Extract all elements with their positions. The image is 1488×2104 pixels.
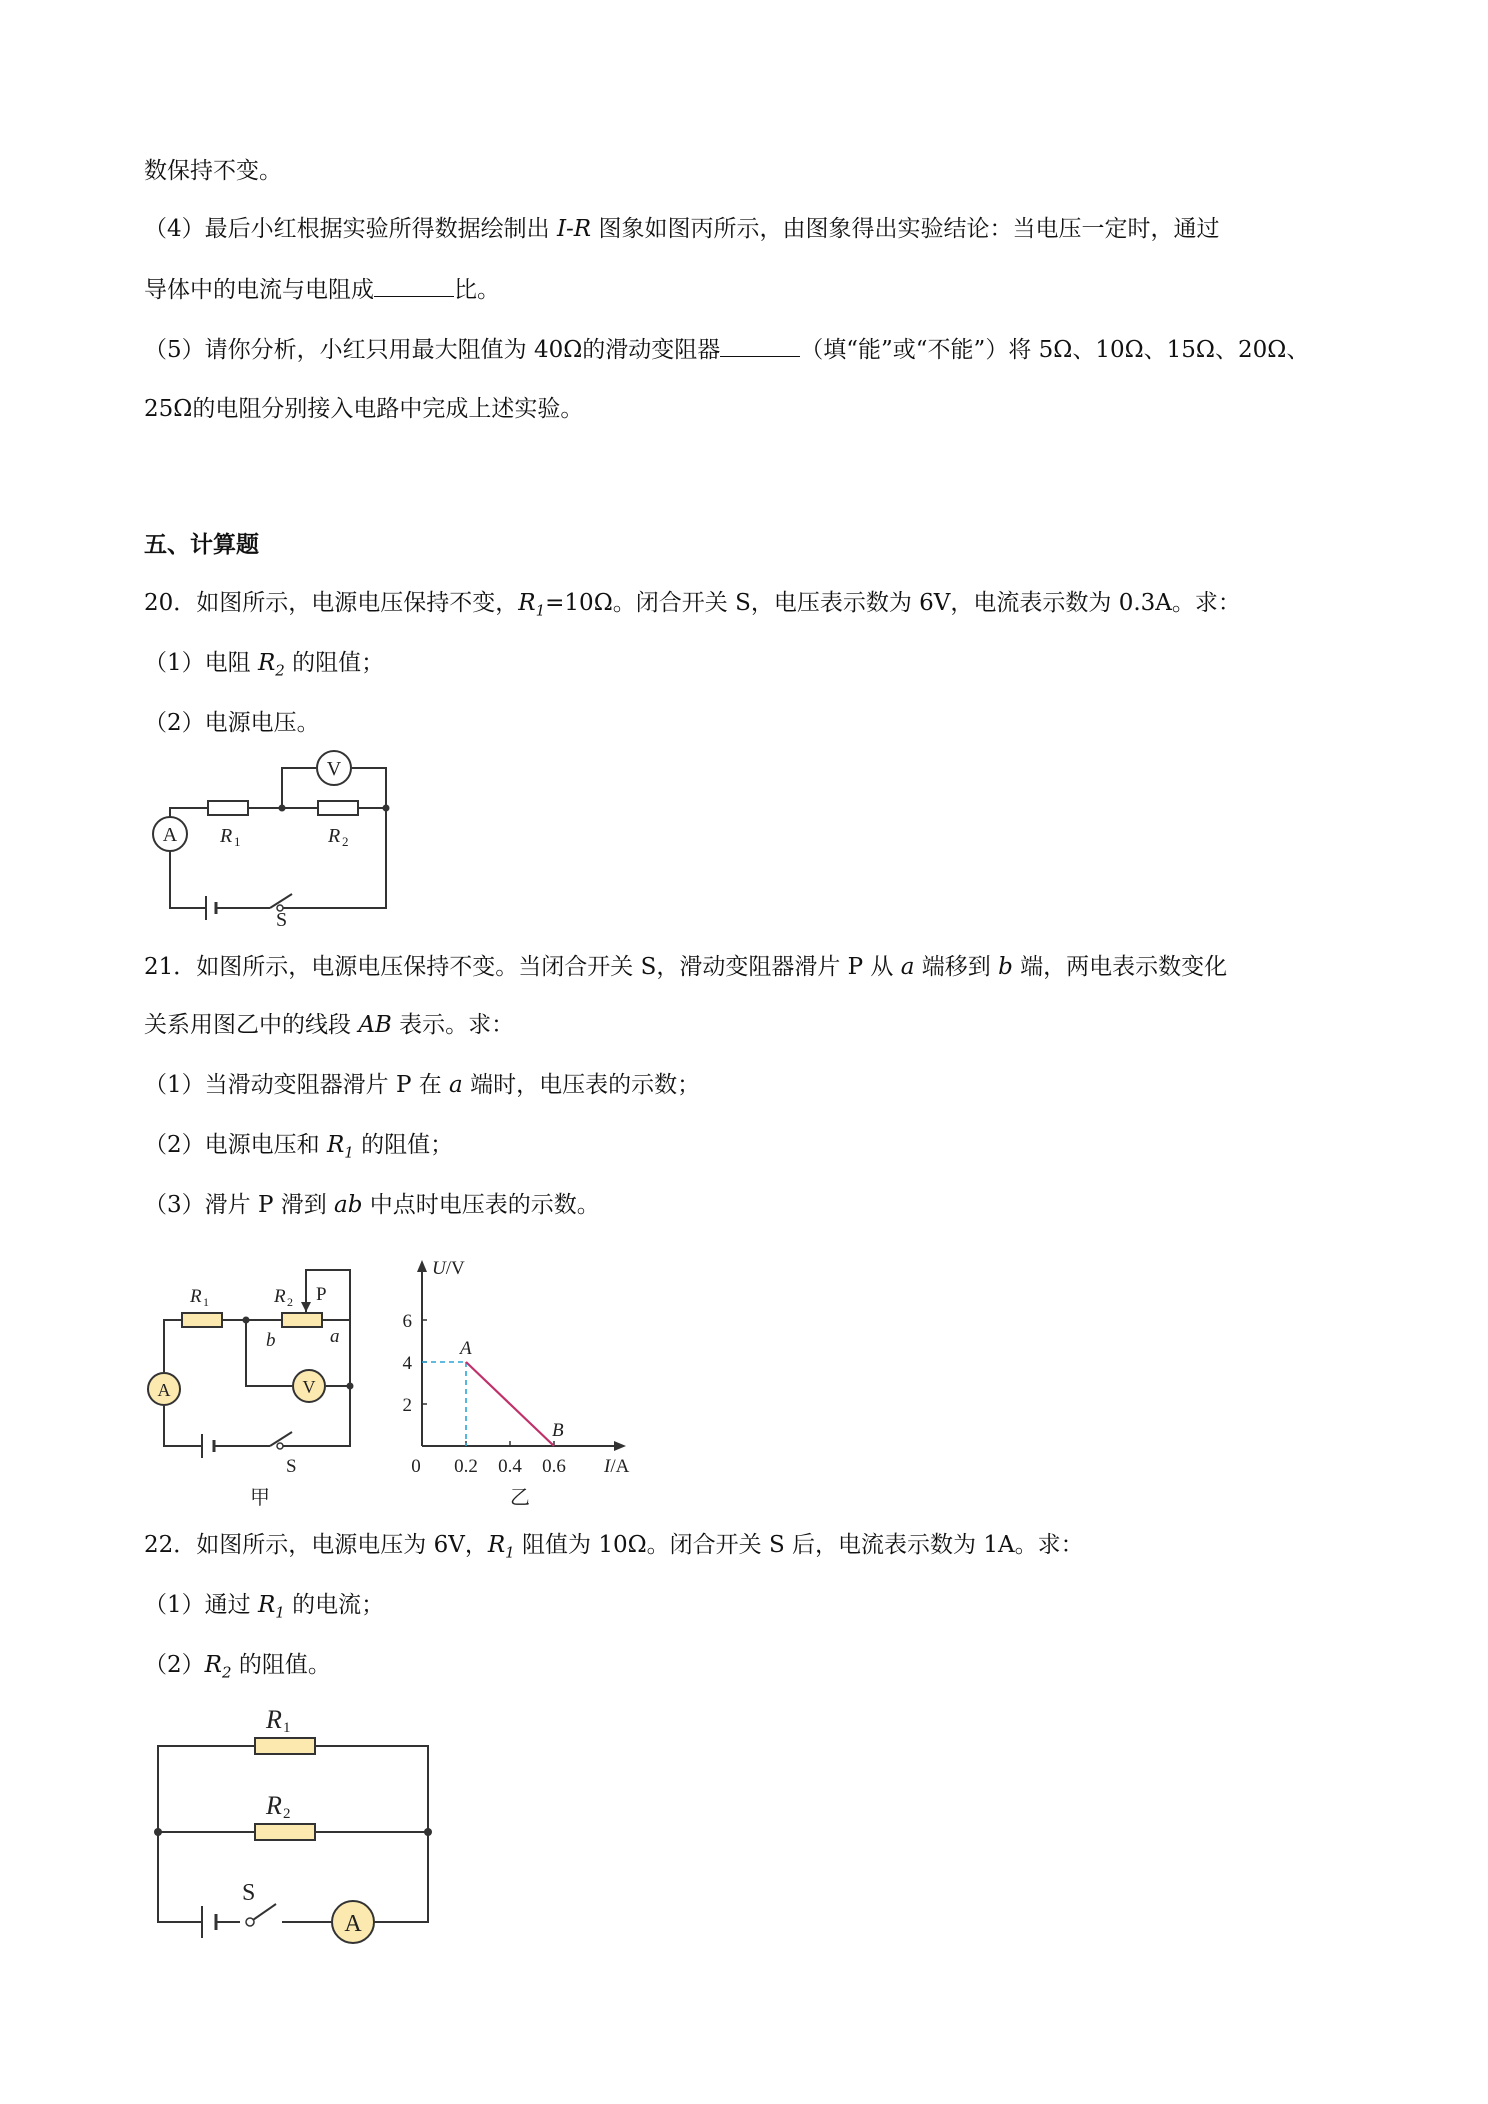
q21-sub3: （3）滑片 P 滑到 ab 中点时电压表的示数。 (144, 1192, 600, 1218)
q21-circuit-jia (140, 1260, 380, 1510)
q20-sub2: （2）电源电压。 (144, 710, 320, 736)
svg-text:R: R (190, 1286, 202, 1307)
x-tick-label: 0.6 (542, 1456, 566, 1477)
x-tick-label: 0.4 (498, 1456, 522, 1477)
r2-label: R (328, 825, 341, 847)
x-tick-label: 0.2 (454, 1456, 478, 1477)
x-axis-label: I/A (604, 1456, 630, 1477)
svg-text:2: 2 (283, 1806, 291, 1822)
q20-stem: 20．如图所示，电源电压保持不变，$R_1=10\Omega$。闭合开关 S，电压表示数为 6V，电流表示数为 0.3A。求： (144, 590, 1241, 620)
y-axis-label: U/V (432, 1258, 465, 1279)
y-tick-label: 4 (402, 1353, 412, 1374)
q21-sub2: （2）电源电压和 $R_1$ 的阻值； (144, 1132, 454, 1162)
y-tick-label: 2 (402, 1395, 412, 1416)
answer-blank (374, 274, 454, 297)
svg-text:2: 2 (287, 1295, 293, 1309)
svg-text:R: R (266, 1705, 282, 1734)
svg-text:S: S (286, 1456, 297, 1477)
svg-text:1: 1 (283, 1720, 291, 1736)
q19-continuation: 数保持不变。 (144, 158, 282, 184)
svg-text:S: S (242, 1880, 256, 1906)
q22-stem: 22．如图所示，电源电压为 6V，$R_1$ 阻值为 10Ω。闭合开关 S 后，电流表示数为 1A。求： (144, 1532, 1084, 1562)
point-B-label: B (552, 1420, 564, 1441)
segment-AB (466, 1362, 554, 1446)
point-A-label: A (460, 1338, 472, 1359)
svg-text:a: a (330, 1326, 340, 1347)
svg-text:A: A (344, 1911, 362, 1937)
q19-part4-line2: 导体中的电流与电阻成 比。 (144, 274, 500, 305)
voltmeter-label: V (326, 758, 342, 780)
q22-sub1: （1）通过 $R_1$ 的电流； (144, 1592, 385, 1622)
q22-circuit-diagram (140, 1700, 440, 1950)
q19-part5-line2: 25Ω的电阻分别接入电路中完成上述实验。 (144, 396, 584, 422)
svg-text:R: R (274, 1286, 286, 1307)
x-axis-arrow (614, 1441, 626, 1451)
q20-sub1: （1）电阻 $R_2$ 的阻值； (144, 650, 385, 680)
graph-caption: 乙 (510, 1487, 530, 1509)
q21-sub1: （1）当滑动变阻器滑片 P 在 a 端时，电压表的示数； (144, 1072, 701, 1098)
y-axis-arrow (417, 1260, 427, 1272)
r1-label: R (220, 825, 233, 847)
origin-label: 0 (411, 1456, 421, 1477)
q21-ui-graph (380, 1252, 630, 1512)
svg-text:V: V (302, 1377, 316, 1397)
q19-part5-line1: （5）请你分析，小红只用最大阻值为 40Ω的滑动变阻器 （填“能”或“不能”）将 5Ω、10Ω、15Ω、20Ω、 (144, 334, 1309, 365)
ammeter-label: A (162, 824, 178, 846)
q22-sub2: $(2)R_2$ 的阻值。 (144, 1652, 331, 1682)
svg-text:甲: 甲 (250, 1487, 270, 1509)
switch-label: S (276, 909, 288, 931)
svg-text:R: R (266, 1791, 282, 1820)
q19-part4-line1: （4）最后小红根据实验所得数据绘制出 I-R 图象如图丙所示，由图象得出实验结论：当电压一定时，通过 (144, 216, 1220, 242)
svg-text:A: A (157, 1380, 171, 1400)
section-title: 五、计算题 (144, 532, 259, 558)
q21-stem-line2: 关系用图乙中的线段 AB 表示。求： (144, 1012, 515, 1038)
answer-blank (720, 334, 800, 357)
r2-sub: 2 (342, 834, 349, 849)
svg-text:b: b (266, 1330, 276, 1351)
svg-text:P: P (316, 1284, 327, 1305)
y-tick-label: 6 (402, 1311, 412, 1332)
q21-stem-line1: 21．如图所示，电源电压保持不变。当闭合开关 S，滑动变阻器滑片 P 从 a 端移到 b 端，两电表示数变化 (144, 954, 1228, 980)
q20-circuit-diagram (140, 750, 400, 930)
svg-text:1: 1 (203, 1295, 209, 1309)
r1-sub: 1 (234, 834, 241, 849)
